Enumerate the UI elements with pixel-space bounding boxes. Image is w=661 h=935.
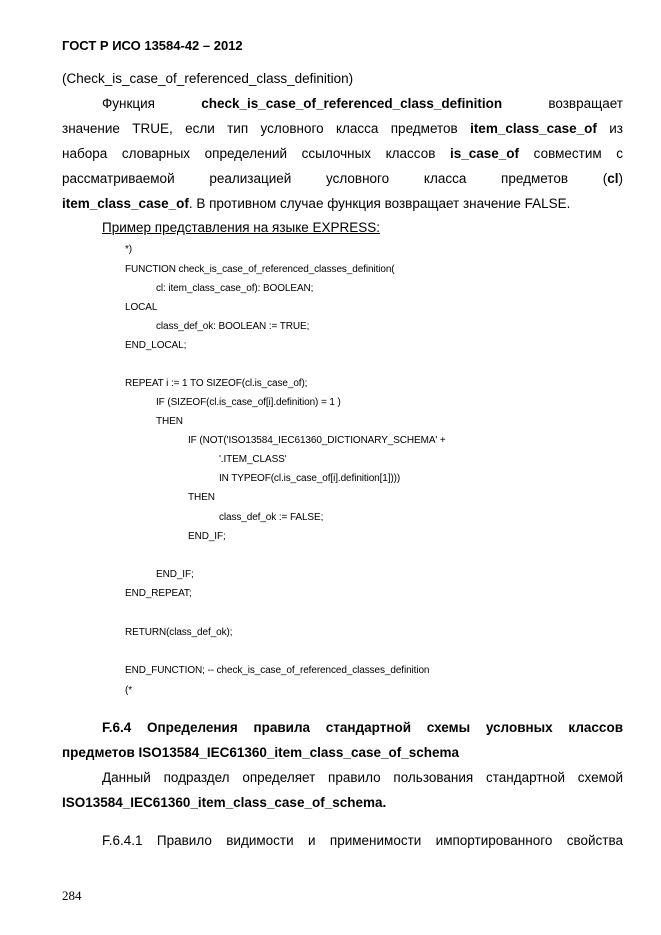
code-line: *): [125, 244, 133, 255]
code-line: END_IF;: [188, 531, 226, 542]
code-line: class_def_ok: BOOLEAN := TRUE;: [156, 321, 310, 332]
code-line: FUNCTION check_is_case_of_referenced_classes_definition(: [125, 264, 395, 275]
bold-term: check_is_case_of_referenced_class_definition: [201, 96, 503, 111]
code-line: END_FUNCTION; -- check_is_case_of_referenced_classes_definition: [125, 665, 430, 676]
example-label: [102, 220, 380, 235]
f64-heading-line1: F.6.4 Определения правила стандартной схемы условных классов: [102, 720, 623, 735]
para1-line5: [62, 196, 570, 211]
f64-heading-line2: предметов ISO13584_IEC61360_item_class_case_of_schema: [62, 745, 460, 760]
text-span: значение TRUE, если тип условного класса предметов: [62, 121, 458, 136]
text-span: ): [618, 171, 623, 186]
text-span: возвращает: [548, 96, 623, 111]
code-line: THEN: [156, 416, 183, 427]
example-label-text: Пример представления на языке EXPRESS:: [102, 220, 381, 235]
bold-term: is_case_of: [450, 146, 520, 161]
section-title: (Check_is_case_of_referenced_class_definition): [62, 71, 354, 86]
text-span: . В противном случае функция возвращает значение FALSE.: [188, 196, 571, 211]
code-line: IF (NOT('ISO13584_IEC61360_DICTIONARY_SCHEMA' +: [188, 435, 446, 446]
code-line: LOCAL: [125, 302, 158, 313]
code-line: REPEAT i := 1 TO SIZEOF(cl.is_case_of);: [125, 378, 308, 389]
para2-line1: Данный подраздел определяет правило пользования стандартной схемой: [102, 770, 623, 785]
page-number: 284: [62, 888, 82, 903]
code-line: RETURN(class_def_ok);: [125, 627, 233, 638]
para1-line2: [62, 121, 623, 136]
text-span: из: [609, 121, 623, 136]
code-line: class_def_ok := FALSE;: [219, 512, 324, 523]
document-header: ГОСТ Р ИСО 13584-42 – 2012: [62, 38, 243, 53]
code-line: IF (SIZEOF(cl.is_case_of[i].definition) = 1 ): [156, 397, 341, 408]
bold-term: cl: [607, 171, 619, 186]
text-span: рассматриваемой реализацией условного класса предметов (: [62, 171, 608, 186]
text-span: набора словарных определений ссылочных классов: [62, 146, 436, 161]
code-line: cl: item_class_case_of): BOOLEAN;: [156, 283, 314, 294]
code-line: THEN: [188, 492, 215, 503]
para1-line3: [62, 146, 623, 161]
f641-line: F.6.4.1 Правило видимости и применимости импортированного свойства: [102, 833, 623, 848]
para2-line2: ISO13584_IEC61360_item_class_case_of_schema.: [62, 795, 387, 810]
para1-line4: [62, 171, 623, 186]
para1-line1: [102, 96, 623, 111]
code-line: END_IF;: [156, 569, 194, 580]
code-line: (*: [125, 685, 133, 696]
text-span: Функция: [102, 96, 155, 111]
code-line: IN TYPEOF(cl.is_case_of[i].definition[1]))): [219, 473, 401, 484]
text-span: совместим с: [533, 146, 623, 161]
bold-term: item_class_case_of: [470, 121, 597, 136]
code-line: END_REPEAT;: [125, 588, 192, 599]
code-line: '.ITEM_CLASS': [219, 454, 287, 465]
code-line: END_LOCAL;: [125, 340, 187, 351]
bold-term: item_class_case_of: [62, 196, 189, 211]
